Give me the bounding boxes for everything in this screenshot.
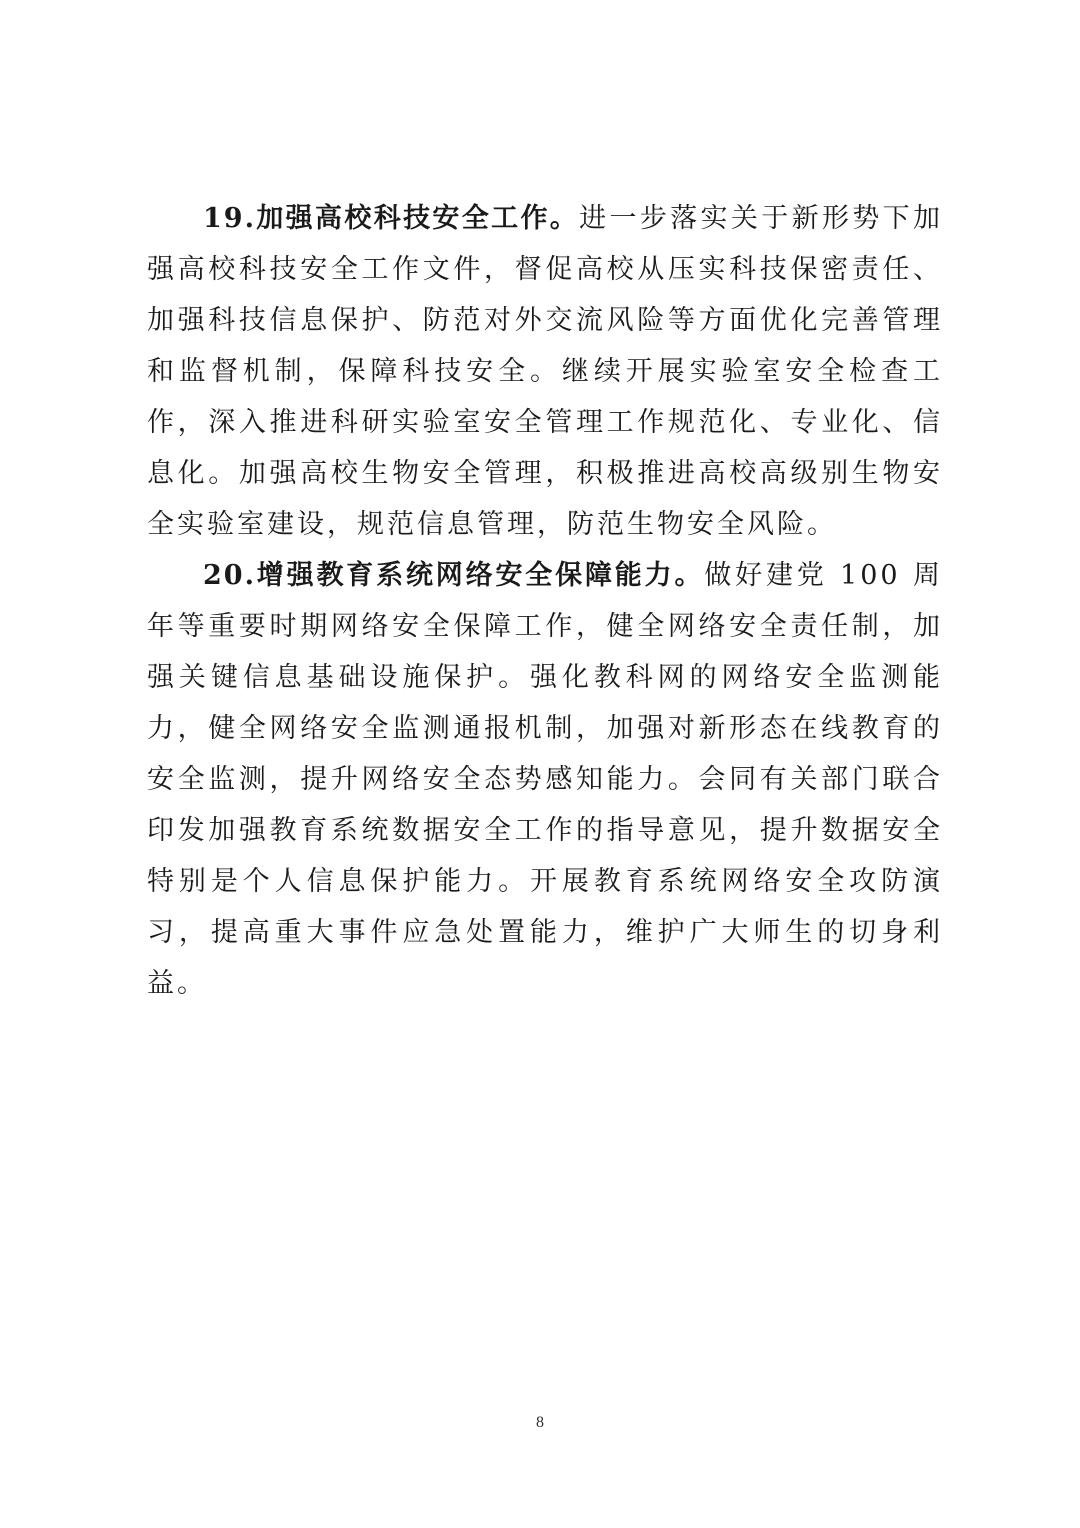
paragraph-20-heading: 20.增强教育系统网络安全保障能力。 — [203, 560, 705, 591]
page-number: 8 — [536, 1414, 544, 1431]
paragraph-19-text: 进一步落实关于新形势下加强高校科技安全工作文件，督促高校从压实科技保密责任、加强科技信息保护、防范对外交流风险等方面优化完善管理和监督机制，保障科技安全。继续开展实验室安全检查工作，深入推进科研实验室安全管理工作规范化、专业化、信息化。加强高校生物安全管理，积极推进高校高级别生物安全实验室建设，规范信息管理，防范生物安全风险。 — [147, 203, 943, 540]
document-body — [147, 193, 943, 1009]
paragraph-19-heading: 19.加强高校科技安全工作。 — [203, 203, 580, 234]
paragraph-19 — [147, 193, 943, 550]
paragraph-20-text: 做好建党 100 周年等重要时期网络安全保障工作，健全网络安全责任制，加强关键信息基础设施保护。强化教科网的网络安全监测能力，健全网络安全监测通报机制，加强对新形态在线教育的安全监测，提升网络安全态势感知能力。会同有关部门联合印发加强教育系统数据安全工作的指导意见，提升数据安全特别是个人信息保护能力。开展教育系统网络安全攻防演习，提高重大事件应急处置能力，维护广大师生的切身利益。 — [147, 560, 943, 999]
paragraph-20 — [147, 550, 943, 1009]
